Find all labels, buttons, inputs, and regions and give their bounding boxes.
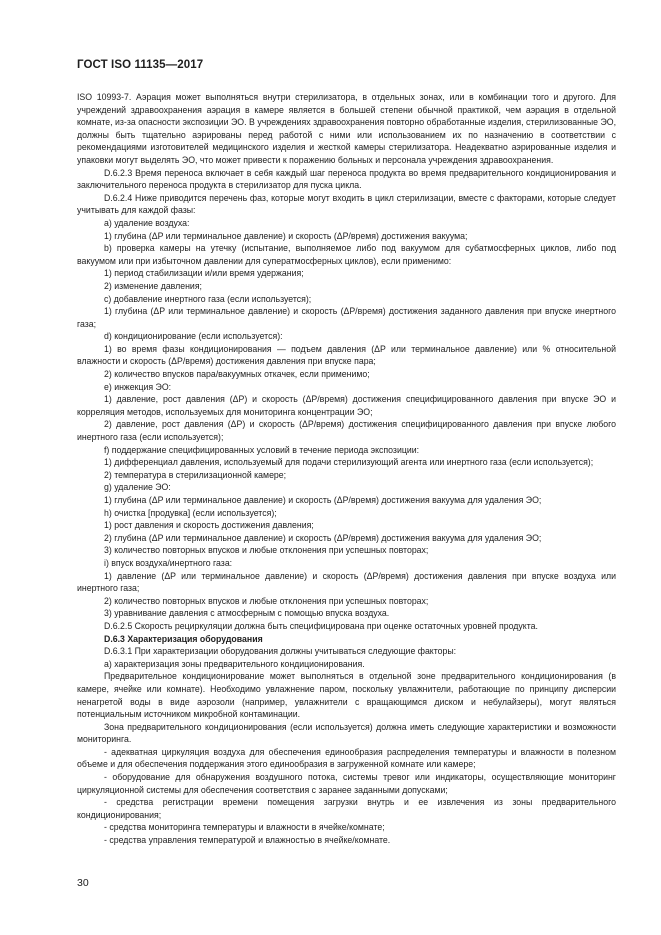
document-header: ГОСТ ISO 11135—2017 (77, 59, 204, 71)
list-item: - средства управления температурой и влажностью в ячейке/комнате. (104, 835, 391, 846)
list-item: 3) уравнивание давления с атмосферным с помощью впуска воздуха. (104, 608, 390, 619)
list-item: a) характеризация зоны предварительного кондиционирования. (104, 658, 365, 669)
list-item: a) удаление воздуха: (104, 217, 190, 228)
list-item: 1) во время фазы кондиционирования — подъем давления (ΔP или терминальное давление) или % относительной влажности и скорость (ΔP/время) достижения давления при впуске пара; (77, 343, 616, 367)
list-item: 2) температура в стерилизационной камере; (104, 469, 287, 480)
list-item: 3) количество повторных впусков и любые отклонения при успешных повторах; (104, 545, 429, 556)
paragraph: ISO 10993-7. Аэрация может выполняться внутри стерилизатора, в отдельных зонах, или в комбинации того и другого. Для учреждений здравоохранения аэрация в камере является в большей степени обычной практикой, чем аэрация в отдельной комнате, из-за опасности экспозиции ЭО. В учреждениях здравоохранения повторно обработанные изделия, стерилизованные ЭО, должны быть тщательно аэрированы перед работой с ними или использованием их по назначению в соответствии с рекомендациями изготовителей медицинского изделия и жесткой камеры стерилизатора. Неадекватно аэрированные изделия и упаковки могут выделять ЭО, что может привести к поражению больных и персонала учреждения здравоохранения. (77, 92, 616, 165)
list-item: - адекватная циркуляция воздуха для обеспечения единообразия распределения температуры и влажности в полезном объеме и для обеспечения поддержания этого единообразия в загруженной комнате или камере; (77, 746, 616, 770)
list-item: d) кондиционирование (если используется): (104, 331, 283, 342)
list-item: 2) количество повторных впусков и любые отклонения при успешных повторах; (104, 595, 429, 606)
list-item: c) добавление инертного газа (если используется); (104, 293, 312, 304)
paragraph: D.6.2.3 Время переноса включает в себя каждый шаг переноса продукта во время предварительного кондиционирования и заключительного переноса продукта в стерилизатор для пуска цикла. (77, 167, 616, 191)
list-item: 1) давление, рост давления (ΔP) и скорость (ΔP/время) достижения специфицированного давления при впуске ЭО и корреляция методов, используемых для мониторинга концентрации ЭО; (77, 394, 616, 417)
list-item: h) очистка [продувка] (если используется); (104, 507, 277, 518)
paragraph: Зона предварительного кондиционирования (если используется) должна иметь следующие характеристики и возможности мониторинга. (77, 721, 616, 745)
list-item: f) поддержание специфицированных условий в течение периода экспозиции: (104, 444, 420, 455)
list-item: 1) дифференциал давления, используемый для подачи стерилизующий агента или инертного газа (если используется); (104, 457, 594, 468)
paragraph: Предварительное кондиционирование может выполняться в отдельной зоне предварительного кондиционирования (в камере, ячейке или комнате). Необходимо увлажнение паром, поскольку увлажнители, работающие по принципу дисперсии ненагретой воды в виде аэрозоли (например, увлажнители с вращающимся диском и небулайзеры), могут являться потенциальным источником микробной контаминации. (77, 671, 616, 720)
list-item: - средства регистрации времени помещения загрузки внутрь и ее извлечения из зоны предварительного кондиционирования; (77, 797, 616, 820)
list-item: i) впуск воздуха/инертного газа: (104, 557, 233, 568)
list-item: - оборудование для обнаружения воздушного потока, системы тревог или индикаторы, осуществляющие мониторинг циркуляционной системы для обеспечения соответствия с заранее заданными допусками; (77, 772, 616, 795)
list-item: 1) глубина (ΔP или терминальное давление) и скорость (ΔP/время) достижения заданного давления при впуске инертного газа; (77, 306, 616, 329)
list-item: 2) глубина (ΔP или терминальное давление) и скорость (ΔP/время) достижения вакуума для удаления ЭО; (104, 532, 542, 543)
list-item: 1) период стабилизации и/или время удержания; (104, 268, 304, 279)
page-number: 30 (77, 877, 89, 889)
document-body (77, 91, 616, 847)
list-item: 2) количество впусков пара/вакуумных откачек, если применимо; (104, 369, 370, 380)
paragraph: D.6.2.4 Ниже приводится перечень фаз, которые могут входить в цикл стерилизации, вместе с факторами, которые следует учитывать для каждой фазы: (77, 192, 616, 216)
list-item: 1) давление (ΔP или терминальное давление) и скорость (ΔP/время) достижения давления при впуске воздуха или инертного газа; (77, 570, 616, 594)
list-item: 1) рост давления и скорость достижения давления; (104, 520, 314, 531)
list-item: 1) глубина (ΔP или терминальное давление) и скорость (ΔP/время) достижения вакуума; (104, 230, 468, 241)
paragraph: D.6.3.1 При характеризации оборудования должны учитываться следующие факторы: (104, 646, 457, 657)
list-item: 1) глубина (ΔP или терминальное давление) и скорость (ΔP/время) достижения вакуума для удаления ЭО; (104, 495, 542, 505)
list-item: b) проверка камеры на утечку (испытание, выполняемое либо под вакуумом для субатмосферных циклов, либо под вакуумом или при избыточном давлении для суператмосферных циклов), если применимо: (77, 243, 616, 266)
section-heading: D.6.3 Характеризация оборудования (104, 633, 263, 644)
paragraph: D.6.2.5 Скорость рециркуляции должна быть специфицирована при оценке остаточных уровней продукта. (104, 620, 538, 631)
list-item: - средства мониторинга температуры и влажности в ячейке/комнате; (104, 822, 385, 833)
list-item: 2) давление, рост давления (ΔP) и скорость (ΔP/время) достижения специфицированного давления при впуске любого инертного газа (если используется); (77, 419, 616, 443)
list-item: 2) изменение давления; (104, 280, 202, 291)
list-item: e) инжекция ЭО: (104, 381, 172, 392)
list-item: g) удаление ЭО: (104, 482, 171, 493)
